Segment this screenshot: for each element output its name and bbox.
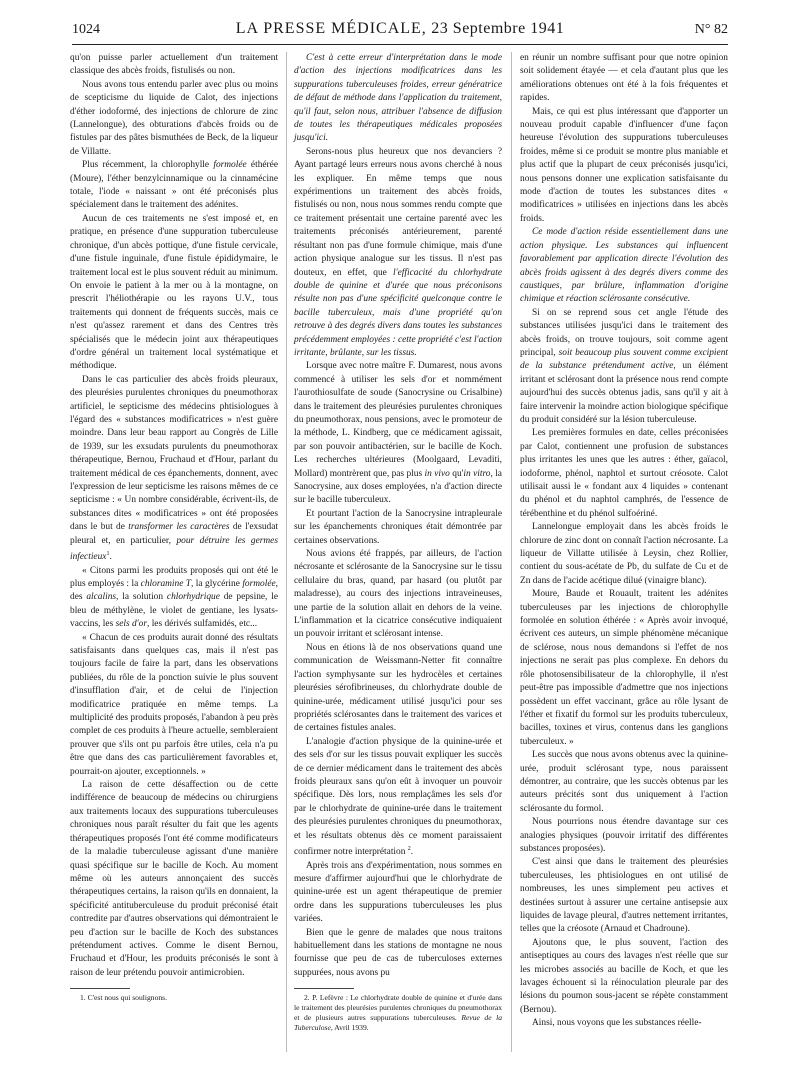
paragraph <box>294 360 502 507</box>
italic-run: transformer les caractères <box>128 522 230 533</box>
italic-run: formolée <box>242 578 276 589</box>
page-header <box>0 0 800 40</box>
italic-run: in vitro <box>463 468 491 479</box>
text-run: , la glycérine <box>191 578 243 589</box>
text-run: Dans le cas particulier des abcès froids pleuraux, des pleurésies purulentes chroniques du pneumothorax artificiel, le septicisme des médecins phtisiologues à l'égard des « substances modificatrices » n'est guère moindre. Dans leur beau rapport au Congrès de Lille de 1939, sur les exsudats purulents du pneumothorax thérapeutique, Bernou, Fruchaud et d'Hour, parlant du traitement médical de ces épanchements, donnent, avec l'expression de leur septicisme les raisons mêmes de ce septicisme : « Un nombre considérable, écrivent-ils, de substances dites « modificatrices » ont été proposées dans le but de <box>70 374 278 533</box>
paragraph: Aucun de ces traitements ne s'est imposé et, en pratique, en présence d'une suppuration tuberculeuse chronique, d'un abcès pottique, d'une fistule cervicale, d'une fistule inguinale, d'une fistule épididymaire, le traitement local est le plus souvent réduit au minimum. On envoie le patient à la mer ou à la montagne, on prescrit l'héliothérapie ou les rayons U.V., tous traitements qui donnent de fréquents succès, mais ce n'est qu'assez rarement et dans des Centres très spécialisés que le médecin joint aux thérapeutiques d'ordre général un traitement local systématique et méthodique. <box>70 213 278 372</box>
text-run: de pepsine, le bleu de méthylène, le violet de gentiane, les lysats-vaccins, les <box>70 592 278 630</box>
paragraph <box>294 52 502 146</box>
journal-name: LA PRESSE MÉDICALE, <box>235 20 427 37</box>
italic-run: Revue de la Tuberculose <box>294 1013 502 1033</box>
text-run: , les dérivés sulfamidés, etc... <box>147 619 258 630</box>
italic-run: l'efficacité du chlorhydrate double de quinine et d'urée que nous préconisons résulte non pas d'une spécificité quelconque contre le bacille tuberculeux, mais d'une propriété qu'on retrouve à des degrés divers dans toutes les substances précédemment employées : cette propriété c'est l'action irritante, brûlante, sur les tissus. <box>294 267 502 358</box>
paragraph: Nous en étions là de nos observations quand une communication de Weissmann-Netter fit connaître l'action symphysante sur les hydrocèles et certaines pleurésies sérofibrineuses, du chlorhydrate double de quinine-urée, médicament utilisé jusqu'ici pour ses propriétés sclérosantes dans le traitement des varices et de certaines fistules anales. <box>294 642 502 734</box>
text-run: L'analogie d'action physique de la quinine-urée et des sels d'or sur les tissus pouvait expliquer les succès de ce dernier médicament dans le traitement des abcès froids pleuraux sans qu'on eût à invoquer un pouvoir spécifique. Dès lors, nous remplaçâmes les sels d'or par le chlorhydrate de quinine-urée dans le traitement des pleurésies purulentes chroniques du pneumothorax, et les résultats obtenus dès ce moment paraissaient confirmer notre interprétation <box>294 736 502 858</box>
italic-run: soit beaucoup plus souvent comme excipient de la substance prétendument active <box>520 347 728 372</box>
paragraph: L'analogie d'action physique de la quinine-urée et des sels d'or sur les tissus pouvait expliquer les succès de ce dernier médicament dans le traitement des abcès froids pleuraux sans qu'on eût à invoquer un pouvoir spécifique. Dès lors, nous remplaçâmes les sels d'or par le chlorhydrate de quinine-urée dans le traitement des pleurésies purulentes chroniques du pneumothorax, et les résultats obtenus dès ce moment paraissaient confirmer notre interprétation $^2$. <box>294 736 502 858</box>
italic-run: sels d'or <box>115 619 147 630</box>
issue-number: N° 82 <box>694 22 728 37</box>
column-divider <box>511 52 512 1052</box>
text-run: , des <box>70 578 278 603</box>
text-run: Si on se reprend sous cet angle l'étude des substances utilisées jusqu'ici dans le traitement des abcès froids, on trouve toujours, soit comme agent principal, <box>520 307 728 358</box>
text-run: « Citons parmi les produits proposés qui ont été le plus employés : la <box>70 565 278 589</box>
italic-run: in vivo <box>424 468 450 479</box>
text-run: qu' <box>449 468 464 479</box>
text-run: de l'exsudat pleural et, en particulier, <box>70 522 278 546</box>
paragraph <box>520 307 728 428</box>
paragraph: Les succès que nous avons obtenus avec la quinine-urée, produit sclérosant type, nous paraissent démontrer, au contraire, que les succès obtenus par les auteurs précités sont dus uniquement à l'action sclérosante du formol. <box>520 750 728 814</box>
text-run: , un élément irritant et sclérosant dont la présence nous rend compte aujourd'hui des succès obtenus jadis, sans qu'il y ait à faire intervenir la moindre action biologique spécifique du produit considéré sur la lésion tuberculeuse. <box>520 361 728 425</box>
paragraph: Après trois ans d'expérimentation, nous sommes en mesure d'affirmer aujourd'hui que le chlorhydrate de quinine-urée est un agent thérapeutique de premier ordre dans les suppurations tuberculeuses les plus variées. <box>294 860 502 925</box>
paragraph: Ajoutons que, le plus souvent, l'action des antiseptiques au cours des lavages n'est réelle que sur les microbes associés au bacille de Koch, et que les lavages échouent si la réinoculation pleurale par des lésions du poumon sous-jacent se répète constamment (Bernou). <box>520 937 728 1015</box>
text-run: Serons-nous plus heureux que nos devanciers ? Ayant partagé leurs erreurs nous avons cherché à nous les expliquer. En même temps que nous expérimentions un traitement des abcès froids, fistulisés ou non, nous nous sommes rendu compte que ce traitement présentait une certaine parenté avec les traitements préconisés antérieurement, parenté résultant non pas d'une formule chimique, mais d'une action physique analogue sur les tissus. Il n'est pas douteux, en effet, que <box>294 146 502 278</box>
text-run: 2. P. Lefèvre : Le chlorhydrate double de quinine et d'urée dans le traitement des pleurésies purulentes chroniques du pneumothorax et de plusieurs autres suppurations tuberculeuses. <box>294 993 502 1023</box>
column-divider <box>286 52 287 1052</box>
header-rule <box>72 44 728 45</box>
paragraph: Dans le cas particulier des abcès froids pleuraux, des pleurésies purulentes chroniques du pneumothorax artificiel, le septicisme des médecins phtisiologues à l'égard des « substances modificatrices » n'est guère moindre. Dans leur beau rapport au Congrès de Lille de 1939, sur les exsudats purulents du pneumothorax thérapeutique, Bernou, Fruchaud et d'Hour, parlant du traitement médical de ces épanchements, donnent, avec l'expression de leur septicisme les raisons mêmes de ce septicisme : « Un nombre considérable, écrivent-ils, de substances dites « modificatrices » ont été proposées dans le but de transformer les caractères de l'exsudat pleural et, en particulier, pour détruire les germes infectieux$^1$. <box>70 374 278 563</box>
text-run: éthérée (Moure), l'éther benzylcinnamique ou la cinnamécine totale, l'iode « naissant » ont été préconisés plus spécialement dans le traitement des adénites. <box>70 160 278 211</box>
column-1 <box>70 52 278 1003</box>
paragraph: Moure, Baude et Rouault, traitent les adénites tuberculeuses par les injections de chlorophylle formolée en solution éthérée : « Après avoir invoqué, écrivent ces auteurs, un simple phénomène mécanique de sclérose, nous nous demandons si l'effet de nos injections ne serait pas plus complexe. En dehors du rôle photosensibilisateur de la chlorophylle, il n'est peut-être pas impossible d'admettre que nos injections possèdent un effet vaccinant, grâce au rôle lysant de l'éther et fixatif du formol sur les produits tuberculeux, bacilles, toxines et virus, contenus dans les ganglions tuberculeux. » <box>520 589 728 747</box>
paragraph: qu'on puisse parler actuellement d'un traitement classique des abcès froids, fistulisés ou non. <box>70 53 278 77</box>
footnote: 1. C'est nous qui soulignons. <box>80 993 168 1003</box>
column-3 <box>520 52 728 1031</box>
italic-run: pour détruire les germes infectieux <box>70 535 278 563</box>
paragraph: Nous pourrions nous étendre davantage sur ces analogies physiques (pouvoir irritatif des différentes substances proposées). <box>520 817 728 854</box>
paragraph <box>520 226 728 306</box>
italic-run: Ce mode d'action réside essentiellement dans une action physique. Les substances qui influencent favorablement par application directe l'évolution des abcès froids agissent à des degrés divers comme des caustiques, par brûlure, inflammation d'origine chimique et réaction sclérosante consécutive. <box>520 227 728 305</box>
paragraph <box>70 565 278 632</box>
footnote-ref: 1 <box>106 551 110 558</box>
paragraph <box>294 146 502 361</box>
paragraph: Nous avions été frappés, par ailleurs, de l'action nécrosante et sclérosante de la Sanocrysine sur le tissu cellulaire du bras, quand, par hasard (ou plutôt par maladresse), au cours des injections intraveineuses, une partie de la solution allait en dehors de la veine. L'inflammation et la cicatrice consécutive indiquaient un pouvoir irritant et sclérosant intense. <box>294 549 502 640</box>
footnote-rule <box>294 988 354 989</box>
paragraph: Lannelongue employait dans les abcès froids le chlorure de zinc dont on connaît l'action nécrosante. La liqueur de Villatte utilisée à Leysin, chez Rollier, contient du sous-acétate de Pb, du sulfate de Cu et de Zn dans de l'acide acétique dilué (vinaigre blanc). <box>520 522 728 586</box>
paragraph: « Chacun de ces produits aurait donné des résultats satisfaisants dans quelques cas, mais il n'est pas toujours facile de faire la part, dans les observations publiées, du rôle de la ponction suivie le plus souvent d'insufflation d'air, et de celui de l'injection modificatrice pratiquée en même temps. La multiplicité des produits proposés, l'abandon à peu près complet de ces produits à l'heure actuelle, sembleraient prouver que s'ils ont pu parfois être utiles, cela n'a pu être que dans des cas particulièrement favorables et, pourrait-on ajouter, exceptionnels. » <box>70 632 278 777</box>
paragraph: Bien que le genre de malades que nous traitons habituellement dans les stations de montagne ne nous fournisse que peu de cas de tuberculoses externes suppurées, nous avons pu <box>294 927 502 978</box>
footnote-rule <box>70 988 130 989</box>
paragraph: Et pourtant l'action de la Sanocrysine intrapleurale sur les épanchements chroniques était démontrée par certaines observations. <box>294 508 502 546</box>
paragraph <box>70 159 278 213</box>
running-title <box>0 20 800 38</box>
paragraph: Nous avons tous entendu parler avec plus ou moins de scepticisme du liquide de Calot, des injections d'éther iodoformé, des injections de chlorure de zinc (Lannelongue), des obturations d'abcès froids ou de fistules par des pâtes bismuthées de Beck, de la liqueur de Villatte. <box>70 79 278 157</box>
text-run: , la Sanocrysine, aux doses employées, n'a d'action directe sur le bacille tuberculeux. <box>294 468 502 506</box>
column-2 <box>294 52 502 1033</box>
italic-run: chloramine T <box>140 578 192 589</box>
paragraph: Mais, ce qui est plus intéressant que d'apporter un nouveau produit capable d'influencer d'une façon heureuse l'évolution des suppurations tuberculeuses froides, même si ce produit se montre plus maniable et plus actif que la plupart de ceux préconisés jusqu'ici, nous pensons donner une explication satisfaisante du mode d'action de toutes les substances dites « modificatrices » utilisées en injections dans les abcès froids. <box>520 106 728 224</box>
text-run: , Avril 1939. <box>330 1023 369 1033</box>
italic-run: C'est à cette erreur d'interprétation dans le mode d'action des injections modificatrices dans les suppurations tuberculeuses froides, erreur génératrice de défaut de méthode dans l'application du traitement, qu'il faut, selon nous, attribuer l'absence de diffusion de toutes les thérapeutiques médicales proposées jusqu'ici. <box>294 53 502 144</box>
paragraph: Ainsi, nous voyons que les substances réelle- <box>532 1018 702 1029</box>
issue-date: 23 Septembre 1941 <box>431 20 565 37</box>
text-run: Plus récemment, la chlorophylle <box>82 160 214 171</box>
text-run: , la solution <box>116 592 167 603</box>
footnote <box>294 993 502 1033</box>
paragraph: C'est ainsi que dans le traitement des pleurésies tuberculeuses, les phtisiologues en ont utilisé de nombreuses, les unes simplement peu actives et destinées surtout à assurer une certaine antisepsie aux liquides de lavage pleural, d'autres nettement irritantes, telles que la créosote (Arnaud et Chadroune). <box>520 857 728 935</box>
italic-run: formolée <box>213 160 247 171</box>
italic-run: alcalins <box>86 592 117 603</box>
paragraph: en réunir un nombre suffisant pour que notre opinion soit solidement étayée — et cela d'autant plus que les améliorations obtenues ont été à la fois fréquentes et rapides. <box>520 53 728 104</box>
paragraph: Les premières formules en date, celles préconisées par Calot, contiennent une profusion de substances plus irritantes les unes que les autres : éther, gaïacol, iodoforme, phénol, naphtol et surtout créosote. Calot utilisait aussi le « fondant aux 4 liquides » contenant du phénol et du naphtol camphrés, de l'essence de térébenthine et du phénol sulfoériné. <box>520 428 728 519</box>
page-number: 1024 <box>72 22 100 37</box>
footnote-ref: 2 <box>407 845 411 852</box>
italic-run: chlorhydrique <box>166 592 220 603</box>
paragraph: La raison de cette désaffection ou de cette indifférence de beaucoup de médecins ou chirurgiens aux traitements locaux des suppurations tuberculeuses chroniques nous paraît résulter du fait que les agents thérapeutiques proposés l'ont été comme modificateurs de la maladie tuberculeuse agissant d'une manière quasi spécifique sur le bacille de Koch. Au moment même où les auteurs annonçaient des succès thérapeutiques certains, la raison qu'ils en donnaient, la spécificité antituberculeuse du produit préconisé était contredite par d'autres observations qui démontraient le peu d'action sur le bacille de Koch des substances prétendument actives. Comme le disent Bernou, Fruchaud et d'Hour, les produits préconisés le sont à raison de leur prétendu pouvoir antimicrobien. <box>70 780 278 978</box>
text-run: Lorsque avec notre maître F. Dumarest, nous avons commencé à utiliser les sels d'or et nommément l'aurothiosulfate de soude (Sanocrysine ou Crisalbine) dans le traitement des pleurésies purulentes chroniques du pneumothorax, nous pensions, avec le promoteur de la méthode, L. Kindberg, que ce médicament agissait, par son pouvoir antibactérien, sur le bacille de Koch. Les recherches ultérieures (Moolgaard, Levaditi, Mollard) montrèrent que, pas plus <box>294 361 502 479</box>
